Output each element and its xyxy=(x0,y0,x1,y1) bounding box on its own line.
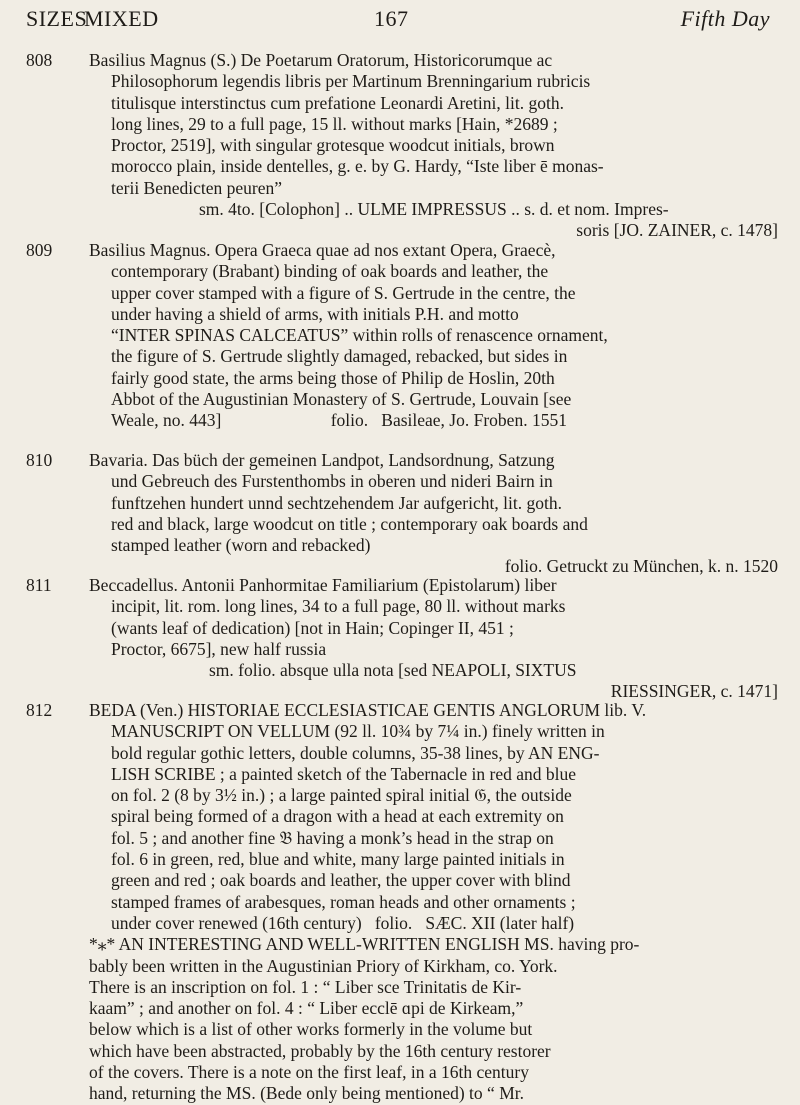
lot-imprint: sm. 4to. [Colophon] .. ULME IMPRESSUS .. s. d. et nom. Impres- xyxy=(199,199,669,220)
lot-description xyxy=(89,575,778,703)
lot-description xyxy=(89,700,778,1105)
lot-line: Abbot of the Augustinian Monastery of S. Gertrude, Louvain [see xyxy=(111,389,572,410)
lot-line: fol. 6 in green, red, blue and white, many large painted initials in xyxy=(111,849,565,870)
lot-line: red and black, large woodcut on title ; contemporary oak boards and xyxy=(111,513,588,534)
lot-line: Beccadellus. Antonii Panhormitae Familiarium (Epistolarum) liber xyxy=(89,575,557,595)
lot-line: MANUSCRIPT ON VELLUM (92 ll. 10¾ by 7¼ in.) finely written in xyxy=(111,721,605,742)
lot-entry xyxy=(26,450,778,578)
header-day: Fifth Day xyxy=(680,6,770,31)
lot-line: Bavaria. Das büch der gemeinen Landpot, Landsordnung, Satzung xyxy=(89,450,555,470)
lot-line: contemporary (Brabant) binding of oak boards and leather, the xyxy=(111,261,549,282)
lot-line: long lines, 29 to a full page, 15 ll. without marks [Hain, *2689 ; xyxy=(111,113,558,134)
lot-imprint: soris [JO. ZAINER, c. 1478] xyxy=(576,220,778,241)
lot-entry xyxy=(26,575,778,703)
lot-line: Philosophorum legendis libris per Martinum Brenningarium rubricis xyxy=(111,71,591,92)
note-line: kaam” ; and another on fol. 4 : “ Liber ecclē ɑpi de Kirkeam,” xyxy=(89,998,524,1019)
lot-line: morocco plain, inside dentelles, g. e. by G. Hardy, “Iste liber ē monas- xyxy=(111,156,604,177)
lot-note xyxy=(89,934,778,1104)
lot-number: 810 xyxy=(26,450,53,470)
lot-line: fol. 5 ; and another fine 𝔅 having a monk’s head in the strap on xyxy=(111,827,554,848)
lot-line: funftzehen hundert unnd sechtzehendem Jar aufgericht, lit. goth. xyxy=(111,492,562,513)
note-line: There is an inscription on fol. 1 : “ Liber sce Trinitatis de Kir- xyxy=(89,976,522,997)
header-mixed: MIXED xyxy=(84,6,159,31)
lot-line: under having a shield of arms, with initials P.H. and motto xyxy=(111,303,519,324)
note-line: of the covers. There is a note on the first leaf, in a 16th century xyxy=(89,1062,529,1083)
note-line: *⁎* AN INTERESTING AND WELL-WRITTEN ENGLISH MS. having pro- xyxy=(89,934,640,955)
lot-line: the figure of S. Gertrude slightly damaged, rebacked, but sides in xyxy=(111,346,568,367)
lot-entry xyxy=(26,700,778,1105)
lot-line: fairly good state, the arms being those of Philip de Hoslin, 20th xyxy=(111,367,555,388)
lot-line: titulisque interstinctus cum prefatione Leonardi Aretini, lit. goth. xyxy=(111,92,564,113)
lot-number: 808 xyxy=(26,50,53,70)
lot-line: spiral being formed of a dragon with a head at each extremity on xyxy=(111,806,564,827)
page-number: 167 xyxy=(374,6,409,31)
lot-line: Basilius Magnus (S.) De Poetarum Oratorum, Historicorumque ac xyxy=(89,50,553,70)
lot-line: incipit, lit. rom. long lines, 34 to a full page, 80 ll. without marks xyxy=(111,596,566,617)
lot-line: stamped leather (worn and rebacked) xyxy=(111,535,371,556)
lot-line: “INTER SPINAS CALCEATUS” within rolls of renascence ornament, xyxy=(111,325,608,346)
lot-imprint: RIESSINGER, c. 1471] xyxy=(610,681,778,702)
lot-line: under cover renewed (16th century) folio. SÆC. XII (later half) xyxy=(111,912,575,933)
lot-number: 809 xyxy=(26,240,53,260)
lot-entry xyxy=(26,240,778,432)
lot-line: Basilius Magnus. Opera Graeca quae ad nos extant Opera, Graecè, xyxy=(89,240,556,260)
lot-line: stamped frames of arabesques, roman heads and other ornaments ; xyxy=(111,891,576,912)
note-line: hand, returning the MS. (Bede only being mentioned) to “ Mr. xyxy=(89,1083,524,1104)
lot-line: bold regular gothic letters, double columns, 35-38 lines, by AN ENG- xyxy=(111,742,600,763)
note-line: bably been written in the Augustinian Priory of Kirkham, co. York. xyxy=(89,955,558,976)
lot-line: LISH SCRIBE ; a painted sketch of the Tabernacle in red and blue xyxy=(111,763,576,784)
lot-line: und Gebreuch des Furstenthombs in oberen und nideri Bairn in xyxy=(111,471,553,492)
lot-imprint: folio. Getruckt zu München, k. n. 1520 xyxy=(504,556,778,577)
lot-entry xyxy=(26,50,778,242)
running-head xyxy=(26,6,770,36)
lot-description xyxy=(89,450,778,578)
lot-line: on fol. 2 (8 by 3½ in.) ; a large painted spiral initial 𝔊, the outside xyxy=(111,785,572,806)
lot-line: Proctor, 2519], with singular grotesque woodcut initials, brown xyxy=(111,135,555,156)
lot-line: upper cover stamped with a figure of S. Gertrude in the centre, the xyxy=(111,282,576,303)
lot-imprint: Weale, no. 443] folio. Basileae, Jo. Froben. 1551 xyxy=(111,410,567,431)
lot-line: (wants leaf of dedication) [not in Hain; Copinger II, 451 ; xyxy=(111,617,514,638)
lot-imprint: sm. folio. absque ulla nota [sed NEAPOLI, SIXTUS xyxy=(209,660,577,681)
lot-line: green and red ; oak boards and leather, the upper cover with blind xyxy=(111,870,571,891)
lot-line: Proctor, 6675], new half russia xyxy=(111,638,327,659)
lot-description xyxy=(89,240,778,432)
lot-number: 811 xyxy=(26,575,52,595)
note-line: which have been abstracted, probably by the 16th century restorer xyxy=(89,1040,551,1061)
lot-description xyxy=(89,50,778,242)
lot-line: terii Benedicten peuren” xyxy=(111,177,283,198)
lot-line: BEDA (Ven.) HISTORIAE ECCLESIASTICAE GENTIS ANGLORUM lib. V. xyxy=(89,700,647,720)
header-sizes: SIZES xyxy=(26,6,88,31)
note-line: below which is a list of other works formerly in the volume but xyxy=(89,1019,533,1040)
lot-number: 812 xyxy=(26,700,53,720)
